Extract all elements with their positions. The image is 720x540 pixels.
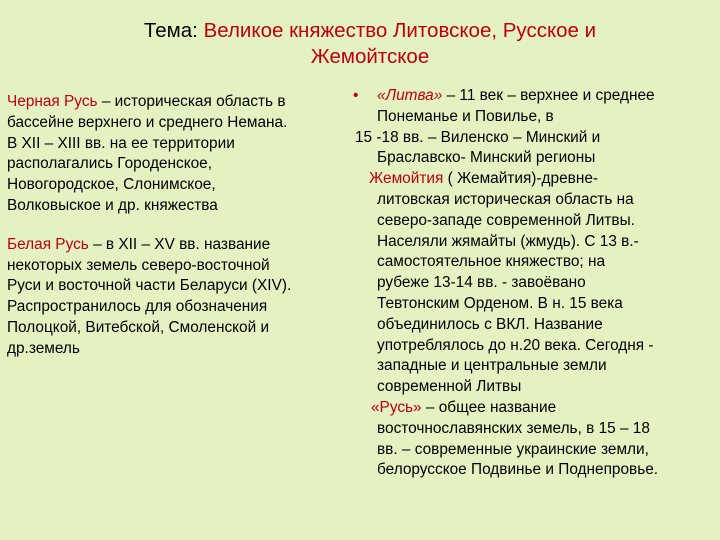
- zhem-line-8: употреблялось до н.20 века. Сегодня -: [377, 336, 654, 354]
- left-column: [7, 92, 352, 360]
- zhem-line-5: рубеже 13-14 вв. - завоёвано: [377, 274, 586, 292]
- litva-term: «Литва»: [377, 87, 443, 104]
- title-line-2: Жемойтское: [310, 45, 430, 68]
- white-rus-term: Белая Русь: [7, 235, 89, 253]
- title-topic: Великое княжество Литовское, Русское и: [203, 19, 597, 42]
- zhem-line-7: объединилось с ВКЛ. Название: [377, 315, 603, 333]
- zhem-line-6: Тевтонским Орденом. В н. 15 века: [377, 294, 623, 312]
- white-rus-line-0: – в XII – XV вв. название: [88, 235, 271, 253]
- black-rus-line-2: В XII – XIII вв. на ее территории: [7, 134, 235, 152]
- title-line-1: [40, 18, 700, 44]
- black-rus-line-5: Волковыское и др. княжества: [7, 196, 218, 214]
- black-rus-line-1: бассейне верхнего и среднего Немана.: [7, 113, 288, 131]
- black-rus-line-0: – историческая область в: [97, 93, 286, 110]
- black-rus-line-3: располагались Городенское,: [7, 155, 212, 173]
- white-rus-line-1: некоторых земель северо-восточной: [7, 256, 270, 274]
- white-rus-line-4: Полоцкой, Витебской, Смоленской и: [7, 318, 270, 336]
- slide-title: [40, 18, 700, 70]
- zhem-line-4: самостоятельное княжество; на: [377, 253, 606, 271]
- black-rus-line-4: Новогородское, Слонимское,: [7, 176, 216, 194]
- black-rus-paragraph: [7, 92, 352, 217]
- rus-line-2: вв. – современные украинские земли,: [377, 440, 649, 458]
- rus-line-0: [345, 398, 720, 419]
- litva-rest: – 11 век – верхнее и среднее: [442, 87, 655, 104]
- litva-line-3: Браславско- Минский регионы: [377, 149, 596, 167]
- zhem-line-2: северо-западе современной Литвы.: [377, 211, 635, 229]
- litva-line-0: [345, 86, 720, 107]
- white-rus-paragraph: [7, 235, 352, 360]
- zhem-term: Жемойтия: [369, 170, 444, 188]
- white-rus-line-2: Руси и восточной части Беларуси (XIV).: [7, 277, 292, 295]
- bullet-icon: •: [353, 87, 359, 104]
- rus-rest: – общее название: [421, 398, 557, 416]
- rus-term: «Русь»: [371, 398, 422, 416]
- zhem-line-10: современной Литвы: [377, 378, 522, 396]
- litva-line-1: Понеманье и Повилье, в: [377, 107, 554, 125]
- litva-line-2: 15 -18 вв. – Виленско – Минский и: [355, 128, 601, 146]
- zhem-rest: ( Жемайтия)-древне-: [443, 170, 599, 188]
- right-column: [345, 86, 720, 481]
- zhem-line-1: литовская историческая область на: [377, 190, 634, 208]
- rus-line-1: восточнославянских земель, в 15 – 18: [377, 419, 650, 437]
- black-rus-term: Черная Русь: [7, 93, 98, 110]
- zhem-line-0: [345, 169, 720, 190]
- zhem-line-3: Населяли жямайты (жмудь). С 13 в.-: [377, 232, 639, 250]
- zhem-line-9: западные и центральные земли: [377, 357, 607, 375]
- title-prefix: Тема:: [143, 19, 204, 42]
- white-rus-line-5: др.земель: [7, 339, 80, 357]
- rus-line-3: белорусское Подвинье и Поднепровье.: [377, 461, 659, 479]
- white-rus-line-3: Распространилось для обозначения: [7, 298, 268, 316]
